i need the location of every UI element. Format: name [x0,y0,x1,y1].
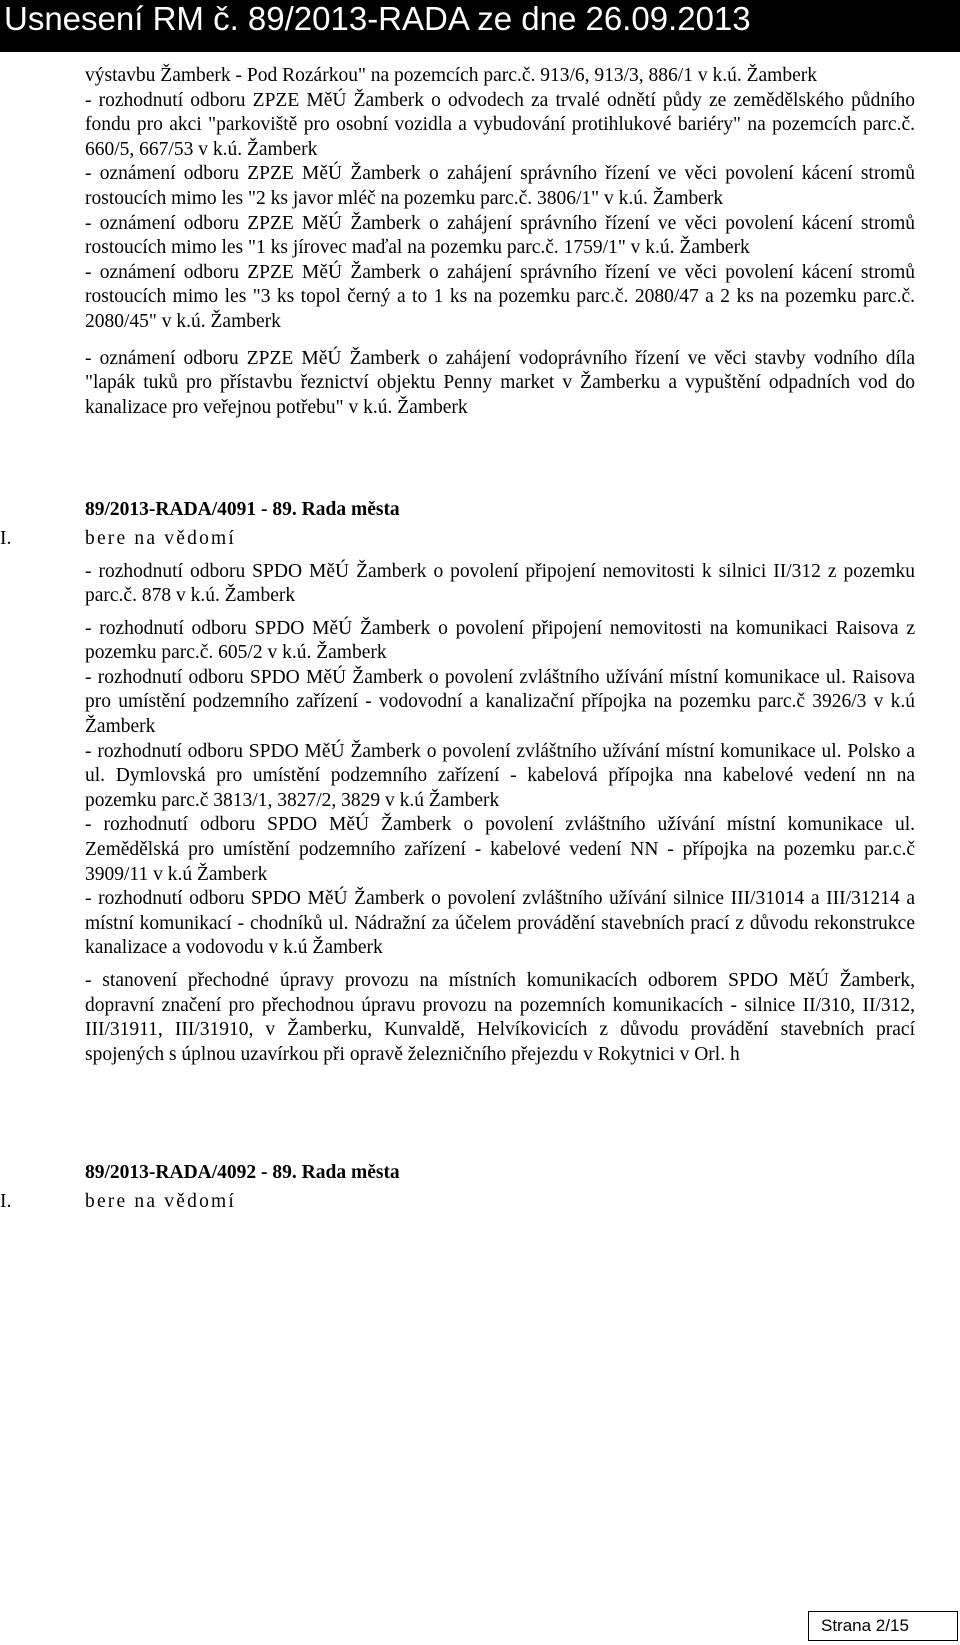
section-roman-numeral: I. [0,1190,12,1212]
intro-paragraph-5: - oznámení odboru ZPZE MěÚ Žamberk o zahájení správního řízení ve věci povolení kácení stromů rostoucích mimo les "3 ks topol černý a to 1 ks na pozemku parc.č. 2080/47 a 2 ks na pozemku parc.č. 2080/45" v k.ú. Žamberk [85,261,915,332]
page-number-label: Strana 2/15 [821,1616,909,1635]
resolution-4091-item-2: - rozhodnutí odboru SPDO MěÚ Žamberk o povolení připojení nemovitosti na komunikaci Raisova z pozemku parc.č. 605/2 v k.ú. Žamberk [85,617,915,664]
resolution-4091-item-6: - rozhodnutí odboru SPDO MěÚ Žamberk o povolení zvláštního užívání silnice III/31014 a III/31214 a místní komunikací - chodníků ul. Nádražní za účelem provádění stavebních prací z důvodu rekonstrukce kanalizace a vodovodu v k.ú Žamberk [85,888,915,959]
page-header-bar [0,0,960,52]
document-body [0,64,915,1223]
resolution-4091-title: 89/2013-RADA/4091 - 89. Rada města [85,499,400,521]
intro-paragraph-1: výstavbu Žamberk - Pod Rozárkou" na pozemcích parc.č. 913/6, 913/3, 886/1 v k.ú. Žamberk [85,65,817,86]
resolution-4091-item-1: - rozhodnutí odboru SPDO MěÚ Žamberk o povolení připojení nemovitosti k silnici II/312 z pozemku parc.č. 878 v k.ú. Žamberk [85,560,915,607]
section-roman-numeral: I. [0,527,12,549]
intro-paragraph-2: - rozhodnutí odboru ZPZE MěÚ Žamberk o odvodech za trvalé odnětí půdy ze zemědělského půdního fondu pro akci "parkoviště pro osobní vozidla a vybudování protihlukové bariéry" na pozemcích parc.č. 660/5, 667/53 v k.ú. Žamberk [85,89,915,160]
resolution-4091-item-7: - stanovení přechodné úpravy provozu na místních komunikacích odborem SPDO MěÚ Žamberk, dopravní značení pro přechodnou úpravu provozu na pozemních komunikacích - silnice II/310, II/312, III/31911, III/31910, v Žamberku, Kunvaldě, Helvíkovicích z důvodu provádění stavebních prací spojených s úplnou uzavírkou při opravě železničního přejezdu v Rokytnici v Orl. h [85,970,915,1065]
resolution-4091-item-5: - rozhodnutí odboru SPDO MěÚ Žamberk o povolení zvláštního užívání místní komunikace ul. Zemědělská pro umístění podzemního zařízení - kabelové vedení NN - přípojka na pozemku par.c.č 3909/11 v k.ú Žamberk [85,814,915,885]
intro-paragraph-6: - oznámení odboru ZPZE MěÚ Žamberk o zahájení vodoprávního řízení ve věci stavby vodního díla "lapák tuků pro přístavbu řeznictví objektu Penny market v Žamberku a vypuštění odpadních vod do kanalizace pro veřejnou potřebu" v k.ú. Žamberk [85,347,915,418]
page-number-box [808,1611,958,1641]
section-label: bere na vědomí [85,527,236,549]
intro-paragraph-4: - oznámení odboru ZPZE MěÚ Žamberk o zahájení správního řízení ve věci povolení kácení stromů rostoucích mimo les "1 ks jírovec maďal na pozemku parc.č. 1759/1" v k.ú. Žamberk [85,212,915,259]
resolution-4091-section-heading [0,527,915,552]
resolution-4091-item-3: - rozhodnutí odboru SPDO MěÚ Žamberk o povolení zvláštního užívání místní komunikace ul. Raisova pro umístění podzemního zařízení - vodovodní a kanalizační přípojka na pozemku parc.č 3926/3 v k.ú Žamberk [85,666,915,738]
section-label: bere na vědomí [85,1190,236,1212]
page-header-title: Usnesení RM č. 89/2013-RADA ze dne 26.09.2013 [4,0,751,37]
resolution-4092-section-heading [0,1190,915,1215]
resolution-4091-item-4: - rozhodnutí odboru SPDO MěÚ Žamberk o povolení zvláštního užívání místní komunikace ul. Polsko a ul. Dymlovská pro umístění podzemního zařízení - kabelová přípojka nna kabelové vedení nn na pozemku parc.č 3813/1, 3827/2, 3829 v k.ú Žamberk [85,740,915,811]
resolution-4092-title: 89/2013-RADA/4092 - 89. Rada města [85,1162,400,1184]
intro-paragraph-3: - oznámení odboru ZPZE MěÚ Žamberk o zahájení správního řízení ve věci povolení kácení stromů rostoucích mimo les "2 ks javor mléč na pozemku parc.č. 3806/1" v k.ú. Žamberk [85,163,915,209]
